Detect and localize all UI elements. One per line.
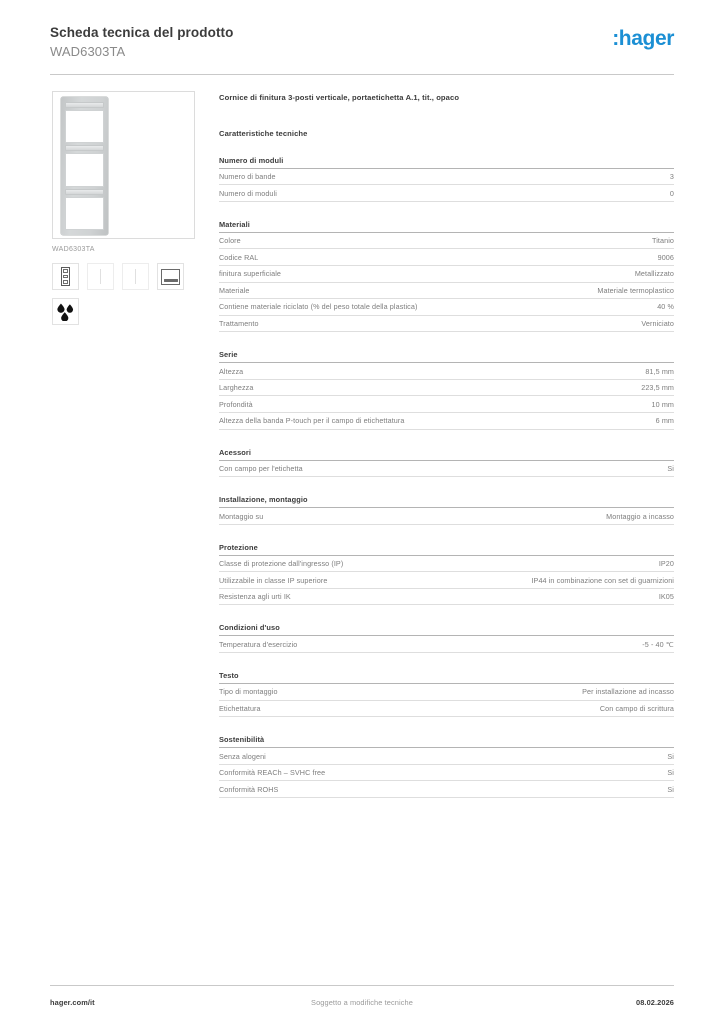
specification-value: Metallizzato bbox=[634, 269, 674, 279]
specification-groups bbox=[219, 156, 674, 798]
specification-group-title: Installazione, montaggio bbox=[219, 495, 674, 508]
page-title: Scheda tecnica del prodotto bbox=[50, 25, 234, 40]
frame-3-gang-vertical-icon bbox=[52, 263, 79, 290]
label-strip bbox=[65, 189, 104, 195]
specification-row bbox=[219, 508, 674, 525]
specification-key: Trattamento bbox=[219, 319, 259, 329]
vertical-bar-icon bbox=[87, 263, 114, 290]
specification-group bbox=[219, 448, 674, 478]
specification-group bbox=[219, 220, 674, 332]
specification-group-title: Sostenibilità bbox=[219, 735, 674, 748]
specification-value: IP44 in combinazione con set di guarnizioni bbox=[531, 575, 674, 585]
product-description: Cornice di finitura 3-posti verticale, portaetichetta A.1, tit., opaco bbox=[219, 93, 460, 102]
specification-key: Utilizzabile in classe IP superiore bbox=[219, 575, 328, 585]
vertical-bar-glyph bbox=[100, 269, 102, 284]
specification-row bbox=[219, 556, 674, 573]
specification-group-title: Protezione bbox=[219, 543, 674, 556]
specification-key: Etichettatura bbox=[219, 704, 261, 713]
footer-disclaimer: Soggetto a modifiche tecniche bbox=[311, 998, 413, 1007]
product-media-column bbox=[52, 91, 195, 325]
specification-group bbox=[219, 735, 674, 798]
specification-value: Verniciato bbox=[641, 319, 674, 329]
specification-group-title: Testo bbox=[219, 671, 674, 684]
specification-row bbox=[219, 684, 674, 701]
product-image-caption: WAD6303TA bbox=[52, 246, 95, 253]
specification-group bbox=[219, 495, 674, 525]
footer-date: 08.02.2026 bbox=[636, 998, 674, 1007]
specification-group bbox=[219, 543, 674, 606]
specification-value: Materiale termoplastico bbox=[597, 285, 674, 295]
vertical-bar-icon bbox=[122, 263, 149, 290]
product-reference: WAD6303TA bbox=[50, 44, 126, 60]
vertical-bar-glyph bbox=[135, 269, 137, 284]
specification-row bbox=[219, 701, 674, 718]
specification-row bbox=[219, 396, 674, 413]
specification-group-title: Acessori bbox=[219, 448, 674, 461]
specification-row bbox=[219, 363, 674, 380]
specification-key: Altezza della banda P-touch per il campo di etichettatura bbox=[219, 416, 405, 426]
specification-key: Contiene materiale riciclato (% del peso totale della plastica) bbox=[219, 302, 418, 312]
specification-key: Montaggio su bbox=[219, 511, 264, 521]
specification-value: Si bbox=[667, 768, 674, 778]
gang-opening bbox=[65, 197, 104, 230]
specification-value: 81,5 mm bbox=[645, 366, 674, 376]
specification-key: Tipo di montaggio bbox=[219, 687, 278, 697]
specification-value: Si bbox=[667, 751, 674, 761]
specification-key: Altezza bbox=[219, 366, 244, 376]
footer-divider bbox=[50, 985, 674, 986]
specification-key: Larghezza bbox=[219, 383, 254, 393]
page-footer bbox=[50, 998, 674, 1007]
specification-value: Con campo di scrittura bbox=[599, 704, 674, 713]
specification-group-title: Serie bbox=[219, 350, 674, 363]
hager-logo: :hager bbox=[612, 27, 674, 50]
gang-opening bbox=[65, 110, 104, 143]
specification-row bbox=[219, 283, 674, 300]
specification-row bbox=[219, 233, 674, 250]
specification-row bbox=[219, 589, 674, 606]
specification-row bbox=[219, 299, 674, 316]
specification-row bbox=[219, 636, 674, 653]
product-frame-inner bbox=[65, 101, 104, 231]
specification-group-title: Materiali bbox=[219, 220, 674, 233]
specification-value: IK05 bbox=[658, 592, 674, 602]
label-strip bbox=[65, 145, 104, 151]
footer-website[interactable]: hager.com/it bbox=[50, 998, 95, 1007]
specification-value: Si bbox=[667, 463, 674, 473]
gang-opening bbox=[65, 153, 104, 186]
water-drops-icon bbox=[52, 298, 79, 325]
specifications-panel bbox=[219, 93, 674, 798]
specification-key: Resistenza agli urti IK bbox=[219, 592, 291, 602]
title-block bbox=[50, 22, 233, 61]
specification-group-title: Numero di moduli bbox=[219, 156, 674, 169]
specification-key: Conformità ROHS bbox=[219, 784, 279, 794]
specification-key: Senza alogeni bbox=[219, 751, 266, 761]
specification-value: Montaggio a incasso bbox=[606, 511, 674, 521]
specification-key: Classe di protezione dall'ingresso (IP) bbox=[219, 559, 344, 569]
specification-value: -5 - 40 ℃ bbox=[642, 639, 674, 649]
specification-value: 3 bbox=[669, 172, 674, 182]
flush-mounting-icon bbox=[157, 263, 184, 290]
specification-key: Numero di bande bbox=[219, 172, 276, 182]
header-divider bbox=[50, 74, 674, 75]
specification-value: 40 % bbox=[657, 302, 674, 312]
specification-row bbox=[219, 413, 674, 430]
specification-group bbox=[219, 671, 674, 717]
product-frame-graphic bbox=[61, 97, 108, 235]
specification-row bbox=[219, 461, 674, 478]
specification-value: Si bbox=[667, 784, 674, 794]
specification-group-title: Condizioni d'uso bbox=[219, 623, 674, 636]
specification-value: Titanio bbox=[651, 236, 674, 246]
specification-row bbox=[219, 266, 674, 283]
specification-key: Temperatura d'esercizio bbox=[219, 639, 298, 649]
specification-value: 10 mm bbox=[651, 399, 674, 409]
specification-key: Conformità REACh – SVHC free bbox=[219, 768, 326, 778]
specification-value: 9006 bbox=[657, 252, 674, 262]
specification-group bbox=[219, 156, 674, 202]
specification-row bbox=[219, 185, 674, 202]
specification-row bbox=[219, 380, 674, 397]
specification-row bbox=[219, 169, 674, 186]
page-header bbox=[50, 22, 674, 72]
product-image bbox=[52, 91, 195, 239]
specification-value: 6 mm bbox=[655, 416, 674, 426]
specification-key: Con campo per l'etichetta bbox=[219, 463, 303, 473]
specification-row bbox=[219, 249, 674, 266]
specification-group bbox=[219, 350, 674, 429]
specification-key: Numero di moduli bbox=[219, 188, 277, 198]
specification-key: Materiale bbox=[219, 285, 250, 295]
water-drops-glyph bbox=[56, 303, 75, 321]
label-strip bbox=[65, 102, 104, 108]
specifications-heading: Caratteristiche tecniche bbox=[219, 128, 308, 138]
flush-mounting-glyph bbox=[161, 269, 180, 285]
specification-key: finitura superficiale bbox=[219, 269, 282, 279]
specification-value: Per installazione ad incasso bbox=[582, 687, 674, 697]
specification-row bbox=[219, 748, 674, 765]
specification-row bbox=[219, 765, 674, 782]
specification-key: Codice RAL bbox=[219, 252, 259, 262]
specification-key: Profondità bbox=[219, 399, 253, 409]
product-icon-grid bbox=[52, 263, 202, 325]
specification-row bbox=[219, 316, 674, 333]
specification-value: 0 bbox=[669, 188, 674, 198]
specification-key: Colore bbox=[219, 236, 241, 246]
specification-group bbox=[219, 623, 674, 653]
specification-row bbox=[219, 572, 674, 589]
specification-value: 223,5 mm bbox=[641, 383, 674, 393]
frame-3-gang-vertical-glyph bbox=[61, 267, 70, 286]
specification-value: IP20 bbox=[658, 559, 674, 569]
specification-row bbox=[219, 781, 674, 798]
